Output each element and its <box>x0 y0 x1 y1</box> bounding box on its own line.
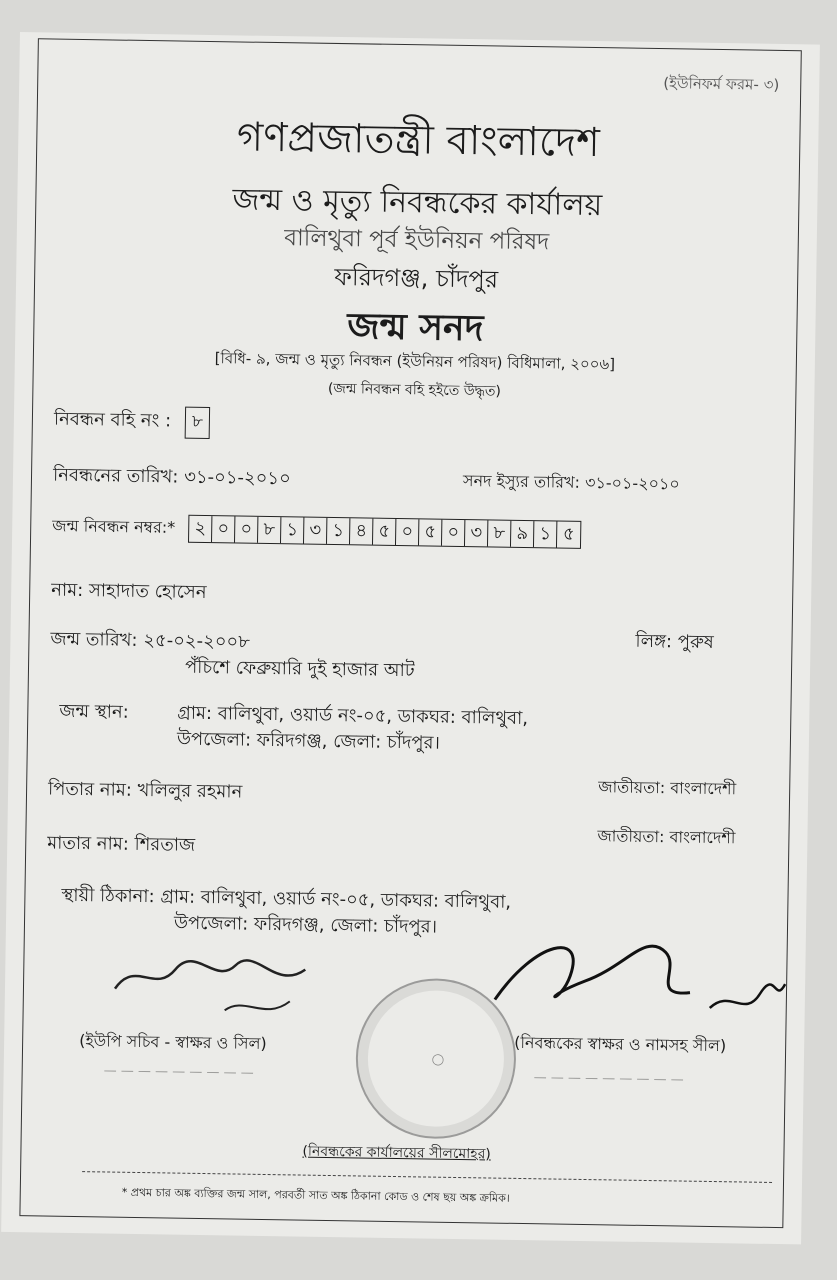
reg-date: ৩১-০১-২০১০ <box>184 466 291 490</box>
form-number: (ইউনিফর্ম ফরম- ৩) <box>663 74 780 94</box>
mother-label: মাতার নাম: <box>47 832 130 855</box>
mother-row <box>47 829 195 862</box>
registrar-signature-icon <box>474 919 796 1044</box>
seal-caption: (নিবন্ধকের কার্যালয়ের সীলমোহর) <box>302 1143 491 1163</box>
birth-certificate: (ইউনিফর্ম ফরম- ৩) গণপ্রজাতন্ত্রী বাংলাদেশ জন্ম ও মৃত্যু নিবন্ধকের কার্যালয় বালিথুবা পূর্ব ইউনিয়ন পরিষদ ফরিদগঞ্জ, চাঁদপুর জন্ম সনদ [বিধি- ৯, জন্ম ও মৃত্যু নিবন্ধন (ইউনিয়ন পরিষদ) বিধিমালা, ২০০৬] (জন্ম নিবন্ধন বহি হইতে উদ্ধৃত) নিবন্ধন বহি নং : ৮ নিবন্ধনের তারিখ: ৩১-০১-২০১০ সনদ ইস্যুর তারিখ: ৩১-০১-২০১০ জন্ম নিবন্ধন নম্বর:* ২ ০ ০ ৮ ১ ৩ ১ ৪ ৫ ০ ৫ ০ ৩ ৮ ৯ ১ ৫ নাম: সাহাদাত হোসেন জন্ম তারিখ: ২৫-০২-২০০৮ লিঙ্গ: পুরুষ পঁচিশে ফেব্রুয়ারি দুই হাজার আট জন্ম স্থান: গ্রাম: বালিথুবা, ওয়ার্ড নং-০৫, ডাকঘর: বালিথুবা, উপজেলা: ফরিদগঞ্জ, জেলা: চাঁদপুর। পিতার নাম: খলিলুর রহমান জাতীয়তা: বাংলাদেশী মাতার নাম: শিরতাজ জাতীয়তা: বাংলাদেশী স্থায়ী ঠিকানা: গ্রাম: বালিথুবা, ওয়ার্ড নং-০৫, ডাকঘর: বালিথুবা, উপজেলা: ফরিদগঞ্জ, জেলা: চাঁদপুর। (ইউপি সচিব - স্বাক্ষর ও সিল) — — — — — — — — — ◯ (নিবন্ধকের স্বাক্ষর ও নামসহ সীল) — — — — — — — — — (নিবন্ধকের কার্যালয়ের সীলমোহর) * প্রথম চার অঙ্ক ব্যক্তির জন্ম সাল, পরবর্তী সাত অঙ্ক ঠিকানা কোড ও শেষ ছয় অঙ্ক ক্রমিক। <box>1 32 820 1244</box>
reg-digit: ০ <box>212 516 235 542</box>
sex-row <box>635 627 714 659</box>
document-title: জন্ম সনদ <box>346 306 484 350</box>
father-nationality-row <box>598 774 736 803</box>
birthplace-line2: উপজেলা: ফরিদগঞ্জ, জেলা: চাঁদপুর। <box>176 728 441 754</box>
dob-value: ২৫-০২-২০০৮ <box>143 630 251 653</box>
reg-number-label: জন্ম নিবন্ধন নম্বর:* <box>52 516 176 537</box>
reg-digit: ০ <box>235 516 258 542</box>
mother-nationality: বাংলাদেশী <box>669 827 736 848</box>
name-row <box>51 576 207 609</box>
name-label: নাম: <box>51 579 84 602</box>
birthplace-label: জন্ম স্থান: <box>59 700 129 723</box>
father-name: খলিলুর রহমান <box>137 779 243 803</box>
father-nationality: বাংলাদেশী <box>670 778 737 799</box>
rule-reference: [বিধি- ৯, জন্ম ও মৃত্যু নিবন্ধন (ইউনিয়ন পরিষদ) বিধিমালা, ২০০৬] <box>214 349 616 374</box>
location: ফরিদগঞ্জ, চাঁদপুর <box>334 262 499 294</box>
volume-row: নিবন্ধন বহি নং : ৮ <box>54 405 211 439</box>
reg-digit: ১ <box>281 517 304 543</box>
secretary-caption: (ইউপি সচিব - স্বাক্ষর ও সিল) <box>79 1031 267 1053</box>
registrar-caption: (নিবন্ধকের স্বাক্ষর ও নামসহ সীল) <box>514 1032 727 1056</box>
reg-digit: ১ <box>327 518 350 544</box>
address-line1: গ্রাম: বালিথুবা, ওয়ার্ড নং-০৫, ডাকঘর: বালিথুবা, <box>160 886 512 913</box>
reg-digit: ৮ <box>488 520 511 546</box>
father-nationality-label: জাতীয়তা: <box>598 777 666 798</box>
country-title: গণপ্রজাতন্ত্রী বাংলাদেশ <box>236 114 601 167</box>
sex-label: লিঙ্গ: <box>635 630 673 653</box>
reg-digit: ৩ <box>465 520 488 546</box>
reg-digit: ৫ <box>419 519 442 545</box>
mother-nationality-row <box>597 823 735 852</box>
office-seal: ◯ <box>355 977 517 1139</box>
union-name: বালিথুবা পূর্ব ইউনিয়ন পরিষদ <box>284 225 550 256</box>
mother-name: শিরতাজ <box>134 833 196 856</box>
issue-date-label: সনদ ইস্যুর তারিখ: <box>462 471 581 492</box>
reg-date-row <box>53 461 291 496</box>
secretary-signature-icon <box>104 938 325 1031</box>
address-line2: উপজেলা: ফরিদগঞ্জ, জেলা: চাঁদপুর। <box>173 912 438 938</box>
reg-digit: ৫ <box>373 519 396 545</box>
volume-number: ৮ <box>185 407 211 439</box>
father-label: পিতার নাম: <box>47 778 133 801</box>
issue-date: ৩১-০১-২০১০ <box>584 472 680 494</box>
reg-digit: ৩ <box>304 518 327 544</box>
reg-digit: ৯ <box>511 521 534 547</box>
reg-digit: ০ <box>442 520 465 546</box>
birthplace-line1: গ্রাম: বালিথুবা, ওয়ার্ড নং-০৫, ডাকঘর: বালিথুবা, <box>177 702 529 730</box>
volume-label: নিবন্ধন বহি নং <box>53 408 160 432</box>
reg-digit: ৫ <box>562 523 575 545</box>
person-name: সাহাদাত হোসেন <box>88 580 207 603</box>
address-label: স্থায়ী ঠিকানা: <box>61 884 155 908</box>
reg-digit: ০ <box>396 519 419 545</box>
reg-digit: ২ <box>189 516 212 542</box>
dob-in-words: পঁচিশে ফেব্রুয়ারি দুই হাজার আট <box>184 656 415 682</box>
reg-digit: ৪ <box>350 518 373 544</box>
office-title: জন্ম ও মৃত্যু নিবন্ধকের কার্যালয় <box>232 182 603 224</box>
footnote: * প্রথম চার অঙ্ক ব্যক্তির জন্ম সাল, পরবর্তী সাত অঙ্ক ঠিকানা কোড ও শেষ ছয় অঙ্ক ক্রমিক। <box>121 1185 510 1205</box>
dob-label: জন্ম তারিখ: <box>50 628 138 651</box>
father-row <box>48 775 243 809</box>
issue-date-row <box>463 468 680 498</box>
reg-digit: ১ <box>534 521 557 547</box>
sex-value: পুরুষ <box>677 631 714 653</box>
extract-note: (জন্ম নিবন্ধন বহি হইতে উদ্ধৃত) <box>327 380 502 400</box>
mother-nationality-label: জাতীয়তা: <box>597 826 665 847</box>
reg-digit: ৮ <box>258 517 281 543</box>
reg-date-label: নিবন্ধনের তারিখ: <box>52 464 179 488</box>
